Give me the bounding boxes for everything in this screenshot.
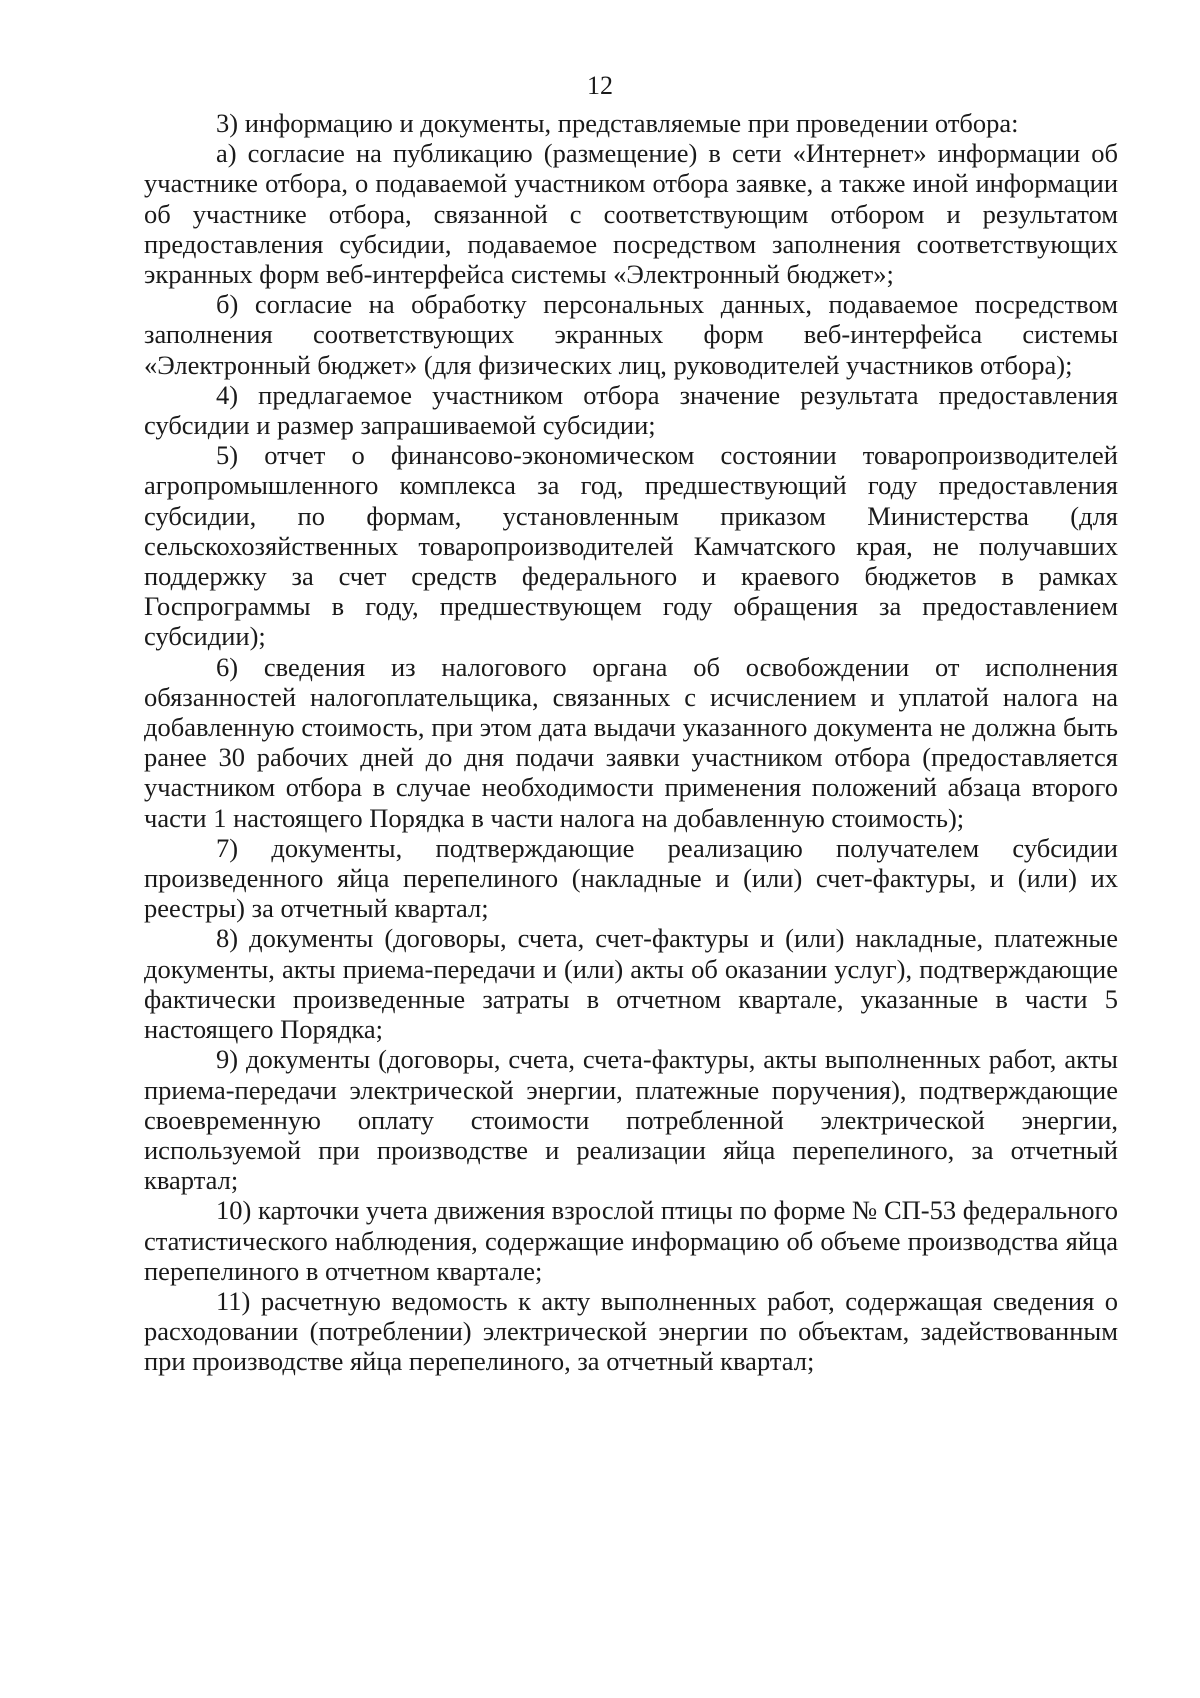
paragraph-item-9: 9) документы (договоры, счета, счета-фактуры, акты выполненных работ, акты приема-передачи электрической энергии, платежные поручения), подтверждающие своевременную оплату стоимости потребленной электрической энергии, используемой при производстве и реализации яйца перепелиного, за отчетный квартал; bbox=[144, 1044, 1118, 1196]
paragraph-item-3: 3) информацию и документы, представляемые при проведении отбора: bbox=[216, 108, 1019, 138]
document-body bbox=[144, 108, 1118, 1377]
paragraph-item-4: 4) предлагаемое участником отбора значение результата предоставления субсидии и размер запрашиваемой субсидии; bbox=[144, 379, 1118, 441]
paragraph-subitem-b: б) согласие на обработку персональных данных, подаваемое посредством заполнения соответствующих экранных форм веб-интерфейса системы «Электронный бюджет» (для физических лиц, руководителей участников отбора); bbox=[144, 289, 1118, 380]
paragraph-item-5: 5) отчет о финансово-экономическом состоянии товаропроизводителей агропромышленного комплекса за год, предшествующий году предоставления субсидии, по формам, установленным приказом Министерства (для сельскохозяйственных товаропроизводителей Камчатского края, не получавших поддержку за счет средств федерального и краевого бюджетов в рамках Госпрограммы в году, предшествующем году обращения за предоставлением субсидии); bbox=[144, 440, 1118, 652]
paragraph-item-10: 10) карточки учета движения взрослой птицы по форме № СП-53 федерального статистического наблюдения, содержащие информацию об объеме производства яйца перепелиного в отчетном квартале; bbox=[144, 1195, 1118, 1286]
paragraph-item-11: 11) расчетную ведомость к акту выполненных работ, содержащая сведения о расходовании (потреблении) электрической энергии по объектам, задействованным при производстве яйца перепелиного, за отчетный квартал; bbox=[144, 1285, 1118, 1377]
paragraph-item-7: 7) документы, подтверждающие реализацию получателем субсидии произведенного яйца перепелиного (накладные и (или) счет-фактуры, и (или) их реестры) за отчетный квартал; bbox=[144, 832, 1118, 924]
paragraph-item-6: 6) сведения из налогового органа об освобождении от исполнения обязанностей налогоплательщика, связанных с исчислением и уплатой налога на добавленную стоимость, при этом дата выдачи указанного документа не должна быть ранее 30 рабочих дней до дня подачи заявки участником отбора (предоставляется участником отбора в случае необходимости применения положений абзаца второго части 1 настоящего Порядка в части налога на добавленную стоимость); bbox=[144, 651, 1118, 833]
paragraph-subitem-a: а) согласие на публикацию (размещение) в сети «Интернет» информации об участнике отбора, о подаваемой участником отбора заявке, а также иной информации об участнике отбора, связанной с соответствующим отбором и результатом предоставления субсидии, подаваемое посредством заполнения соответствующих экранных форм веб-интерфейса системы «Электронный бюджет»; bbox=[144, 138, 1118, 290]
paragraph-item-8: 8) документы (договоры, счета, счет-фактуры и (или) накладные, платежные документы, акты приема-передачи и (или) акты об оказании услуг), подтверждающие фактически произведенные затраты в отчетном квартале, указанные в части 5 настоящего Порядка; bbox=[144, 923, 1118, 1045]
page-number: 12 bbox=[587, 71, 613, 100]
